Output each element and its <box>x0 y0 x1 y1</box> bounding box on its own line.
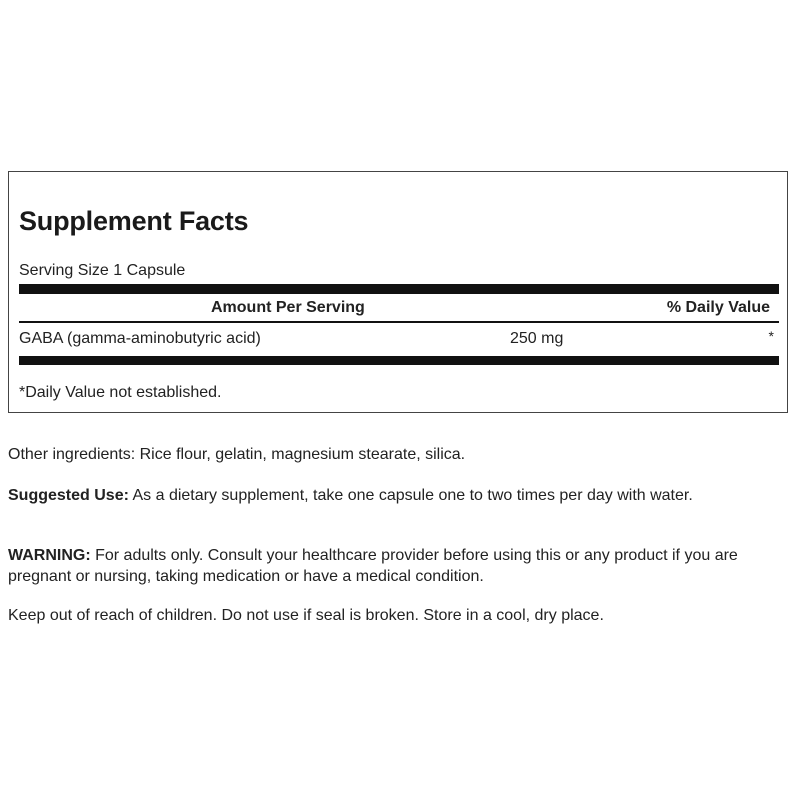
supplement-facts-panel <box>8 171 788 413</box>
daily-value-footnote: *Daily Value not established. <box>19 384 222 401</box>
suggested-use <box>8 485 792 506</box>
thick-divider-top <box>19 284 779 294</box>
amount-per-serving-header: Amount Per Serving <box>211 299 365 316</box>
daily-value-header: % Daily Value <box>666 299 770 316</box>
warning-label: WARNING: <box>8 547 91 564</box>
suggested-use-label: Suggested Use: <box>8 487 129 504</box>
nutrient-daily-value: * <box>768 328 774 344</box>
supplement-facts-title: Supplement Facts <box>19 206 249 236</box>
warning-text: For adults only. Consult your healthcare provider before using this or any product if you are pregnant or nursing, taking medication or have a medical condition. <box>8 547 738 585</box>
other-ingredients: Other ingredients: Rice flour, gelatin, magnesium stearate, silica. <box>8 446 466 463</box>
nutrient-amount: 250 mg <box>510 330 564 347</box>
warning <box>8 545 792 587</box>
serving-size: Serving Size 1 Capsule <box>19 262 186 279</box>
suggested-use-text: As a dietary supplement, take one capsule one to two times per day with water. <box>128 487 693 504</box>
header-divider <box>19 321 779 323</box>
thick-divider-bottom <box>19 356 779 365</box>
nutrient-name: GABA (gamma-aminobutyric acid) <box>19 330 261 347</box>
storage-instructions: Keep out of reach of children. Do not use if seal is broken. Store in a cool, dry place. <box>8 607 604 624</box>
